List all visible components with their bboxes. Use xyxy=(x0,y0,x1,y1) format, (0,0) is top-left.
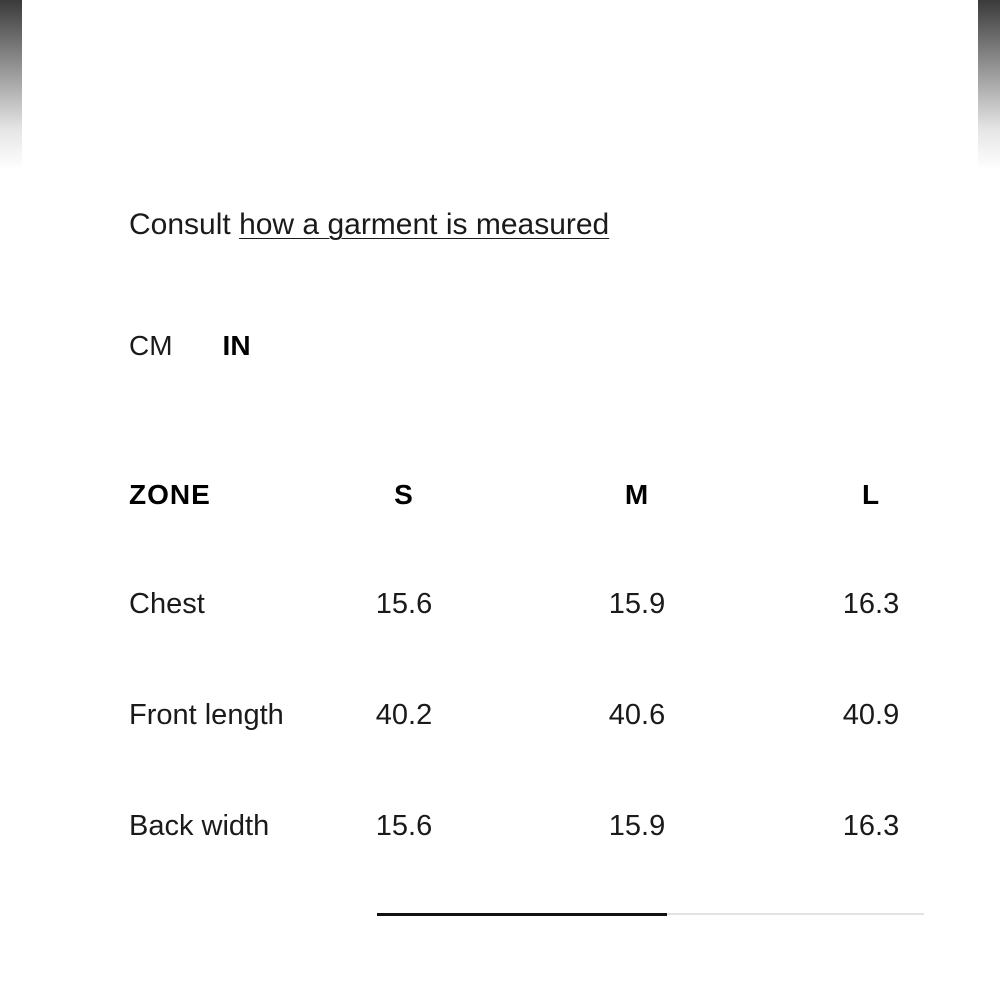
value-l: 16.3 xyxy=(842,588,900,620)
horizontal-scrollbar-thumb[interactable] xyxy=(377,913,667,916)
value-s: 15.6 xyxy=(375,588,433,620)
horizontal-scrollbar-track[interactable] xyxy=(377,913,924,915)
table-row xyxy=(129,579,929,629)
table-row xyxy=(129,690,929,740)
value-m: 15.9 xyxy=(608,588,666,620)
measurement-guide-text xyxy=(129,206,609,244)
value-s: 40.2 xyxy=(375,699,433,731)
table-row xyxy=(129,801,929,851)
unit-in-button[interactable]: IN xyxy=(222,330,251,361)
zone-label: Front length xyxy=(129,699,284,731)
header-size-m: M xyxy=(624,479,650,510)
header-size-l: L xyxy=(861,479,881,510)
zone-label: Chest xyxy=(129,588,205,620)
size-chart-table xyxy=(129,470,929,842)
value-m: 15.9 xyxy=(608,810,666,842)
value-l: 16.3 xyxy=(842,810,900,842)
header-zone: ZONE xyxy=(129,479,211,510)
intro-prefix: Consult xyxy=(129,208,240,241)
header-size-s: S xyxy=(394,479,414,510)
value-s: 15.6 xyxy=(375,810,433,842)
zone-label: Back width xyxy=(129,810,270,842)
table-header-row xyxy=(129,470,929,520)
right-edge-blur xyxy=(978,0,1000,1000)
unit-cm-button[interactable]: CM xyxy=(129,330,173,361)
value-m: 40.6 xyxy=(608,699,666,731)
left-edge-blur xyxy=(0,0,22,1000)
unit-toggle xyxy=(129,328,251,364)
how-garment-measured-link[interactable]: how a garment is measured xyxy=(239,208,610,241)
value-l: 40.9 xyxy=(842,699,900,731)
